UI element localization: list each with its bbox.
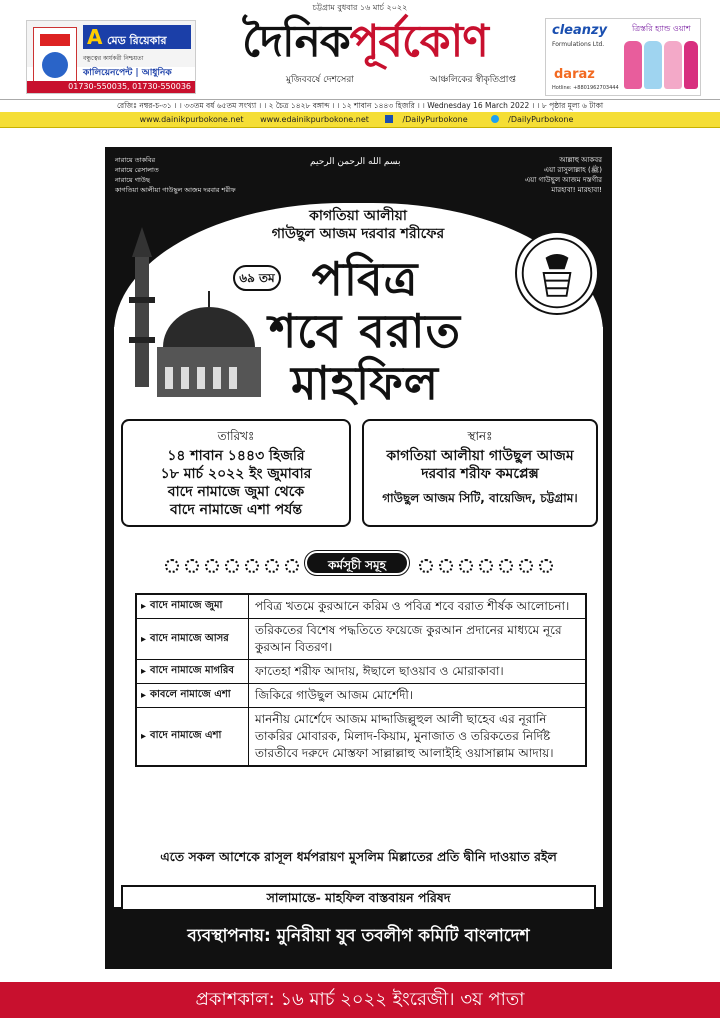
ad-left-subtitle: বন্ধুত্বের কার্যকরী নিশ্চয়তা [83, 55, 144, 62]
mahfil-poster [105, 147, 612, 969]
date-line-gregorian: ১৮ মার্চ ২০২২ ইং জুমাবার [160, 466, 312, 482]
newspaper-masthead [0, 0, 720, 112]
handwash-bottle-icon [684, 41, 698, 89]
venue-line-2: দরবার শরীফ কমপ্লেক্স [421, 466, 539, 482]
title-part-purbokone: পূর্বকোণ [349, 16, 488, 67]
product-box-image [33, 27, 77, 83]
management-text: ব্যবস্থাপনায়: মুনিরীয়া যুব তবলীগ কমিটি বাংলাদেশ [187, 926, 530, 946]
venue-box-title: স্থানঃ [467, 429, 493, 443]
ornament-icon [479, 559, 493, 573]
schedule-time: ▸ কাবলে নামাজে এশা [137, 684, 249, 707]
schedule-row [137, 595, 585, 619]
website-link-1[interactable]: www.dainikpurbokone.net [139, 115, 244, 124]
schedule-description: তরিকতের বিশেষ পদ্ধতিতে ফয়েজে কুরআন প্রদানের মাধ্যমে নূরে কুরআন বিতরণ। [255, 623, 562, 654]
schedule-time: ▸ বাদে নামাজে জুমা [137, 595, 249, 618]
date-info-box [121, 419, 351, 527]
salamante-text: সালামান্তে- মাহফিল বাস্তবায়ন পরিষদ [121, 885, 596, 911]
ornament-icon [285, 559, 299, 573]
ornament-icon [499, 559, 513, 573]
poster-top-left-slogans: নারায়ে তাকবির নারায়ে রেসালাত নারায়ে গাউছ কাগতিয়া আলীয়া গাউছুল আজম দরবার শরীফ [115, 156, 236, 194]
publication-footer: প্রকাশকাল: ১৬ মার্চ ২০২২ ইংরেজী। ৩য় পাতা [0, 982, 720, 1018]
organizer-name: কাগতিয়া আলীয়া গাউছুল আজম দরবার শরীফের [271, 208, 445, 242]
schedule-description: জিকিরে গাউছুল আজম মোর্শেদী। [255, 688, 414, 702]
ad-right-brand-sub: Formulations Ltd. [552, 41, 605, 48]
schedule-description: ফাতেহা শরীফ আদায়, ঈছালে ছাওয়াব ও মোরাকাবা। [255, 664, 504, 678]
time-line-start: বাদে নামাজে জুমা থেকে [167, 484, 305, 500]
ornament-icon [225, 559, 239, 573]
poster-headline: পবিত্র শবে বরাত মাহফিল [268, 252, 462, 410]
ornament-icon [265, 559, 279, 573]
facebook-link[interactable]: /DailyPurbokone [385, 115, 474, 124]
twitter-icon [491, 115, 499, 123]
schedule-row [137, 708, 585, 765]
handwash-bottle-icon [624, 41, 642, 89]
invitation-text: এতে সকল আশেকে রাসূল ধর্মপরায়ণ মুসলিম মিল্লাতের প্রতি দ্বীনি দাওয়াত রইল [160, 849, 557, 864]
right-advertisement[interactable] [545, 18, 701, 96]
schedule-time: ▸ বাদে নামাজে মাগরিব [137, 660, 249, 683]
handwash-bottle-icon [664, 41, 682, 89]
twitter-link[interactable]: /DailyPurbokone [491, 115, 580, 124]
ornament-icon [519, 559, 533, 573]
ornament-icon [165, 559, 179, 573]
schedule-time: ▸ বাদে নামাজে আসর [137, 619, 249, 659]
ad-right-tagline: ত্রিস্তরি হ্যান্ড ওয়াশ [632, 24, 691, 33]
edition-badge: ৬৯ তম [233, 265, 281, 291]
date-line-hijri: ১৪ শাবান ১৪৪৩ হিজরি [167, 448, 305, 464]
venue-line-1: কাগতিয়া আলীয়া গাউছুল আজম [386, 448, 574, 464]
program-heading: কর্মসূচী সমূহ [305, 551, 409, 575]
mosque-icon [117, 227, 267, 407]
slogan-right: আঞ্চলিকের স্বীকৃতিপ্রাপ্ত [430, 75, 516, 85]
shrine-emblem-icon [515, 231, 599, 315]
masthead-date-line: চট্টগ্রাম বুধবার ১৬ মার্চ ২০২২ [312, 3, 408, 12]
ornament-icon [205, 559, 219, 573]
daraz-logo: daraz [554, 67, 595, 82]
slogan-left: মুজিববর্ষে দেশসেরা [286, 75, 354, 85]
schedule-row [137, 684, 585, 708]
handwash-bottle-icon [644, 41, 662, 89]
schedule-row [137, 660, 585, 684]
bismillah-calligraphy: بسم الله الرحمن الرحيم [310, 157, 401, 167]
left-advertisement[interactable] [26, 20, 196, 94]
ad-left-secondary: কালিয়েনপেন্ট | আধুনিক [83, 68, 172, 78]
schedule-time: ▸ বাদে নামাজে এশা [137, 708, 249, 765]
date-box-title: তারিখঃ [217, 429, 255, 443]
ad-right-hotline: Hotline: +8801962703444 [552, 85, 619, 91]
title-part-dainik: দৈনিক [242, 16, 350, 67]
website-link-2[interactable]: www.edainikpurbokone.net [260, 115, 369, 124]
program-schedule-table [135, 593, 587, 767]
facebook-icon [385, 115, 393, 123]
schedule-description: পবিত্র খতমে কুরআনে করিম ও পবিত্র শবে বরাত শীর্ষক আলোচনা। [255, 599, 570, 613]
ad-right-brand: cleanzy [552, 23, 608, 38]
ornament-icon [185, 559, 199, 573]
schedule-description: মাননীয় মোর্শেদে আজম মাদ্দাজিল্লুহুল আলী ছাহেব এর নূরানি তাকরির মোবারক, মিলাদ-কিয়াম, মুনাজাত ও তরিকতের নির্দিষ্ট তারতীবে দরুদে মোস্তফা সাল্লাল্লাহু আলাইহি ওয়াসাল্লাম আদায়। [255, 712, 554, 760]
web-links-bar [0, 112, 720, 128]
newspaper-title[interactable] [205, 14, 525, 70]
ad-left-phones: 01730-550035, 01730-550036 [27, 81, 196, 93]
issue-info-bar: রেজিঃ নম্বর-চ-৩১ । । ৩৩তম বর্ষ ৬৫তম সংখ্যা । । ২ চৈত্র ১৪২৮ বঙ্গাব্দ । । ১২ শাবান ১৪৪৩ হিজরি । । Wednesday 16 March 2022 । । ৮ পৃষ্ঠার মূল্য ৬ টাকা [0, 99, 720, 111]
ad-left-brand: A মেড রিয়েকার [83, 25, 191, 49]
ornament-icon [419, 559, 433, 573]
ornament-icon [245, 559, 259, 573]
ornament-icon [439, 559, 453, 573]
venue-info-box [362, 419, 598, 527]
schedule-row [137, 619, 585, 660]
venue-address: গাউছুল আজম সিটি, বায়েজিদ, চট্টগ্রাম। [382, 491, 578, 505]
ornament-icon [539, 559, 553, 573]
ornament-icon [459, 559, 473, 573]
poster-top-right-slogans: আল্লাহু আকবর এয়া রাসুলাল্লাহ (ﷺ) এয়া গাউছুল আজম দস্তগীর মারহাবা! মারহাবা! [524, 156, 602, 194]
time-line-end: বাদে নামাজে এশা পর্যন্ত [169, 502, 303, 518]
